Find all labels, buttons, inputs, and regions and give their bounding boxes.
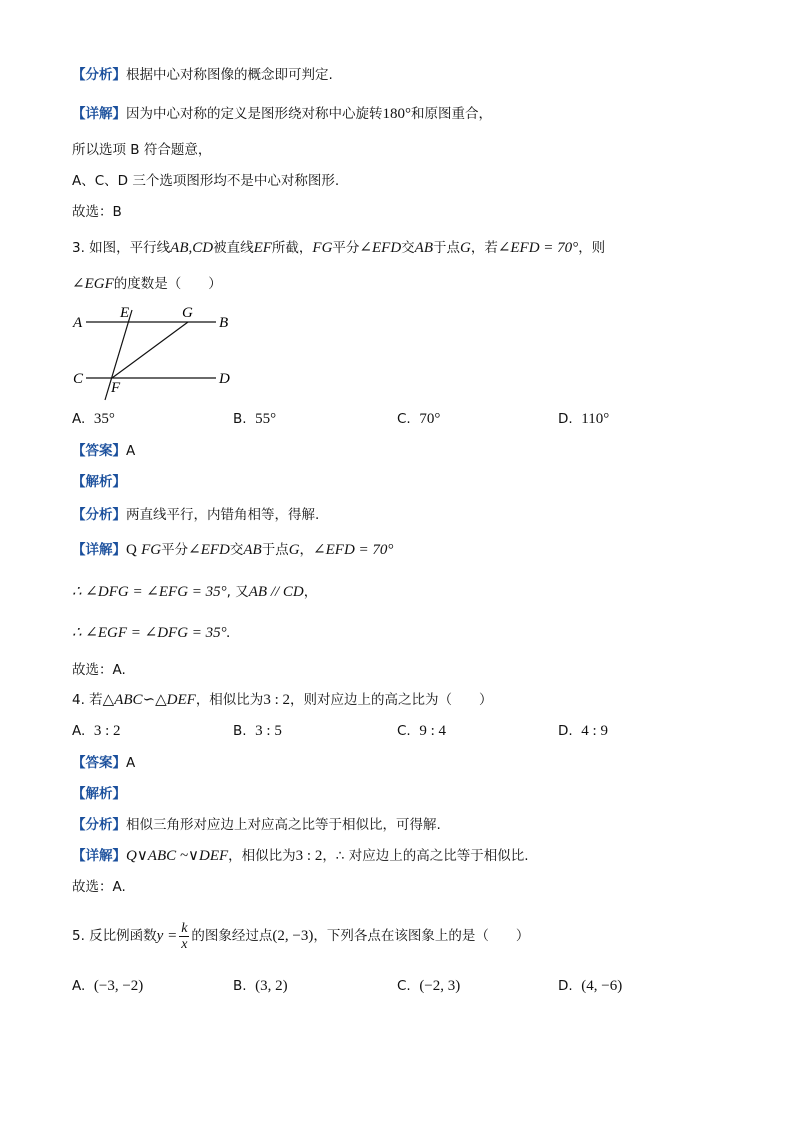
q3-analysis: 【分析】两直线平行，内错角相等，得解. (72, 507, 320, 523)
q5-option-b[interactable]: B. (3, 2) (233, 978, 288, 994)
q3-explain-tag: 【解析】 (72, 474, 126, 490)
q5-stem: 5. 反比例函数y = $\frac{k}{x}$ 的图象经过点(2, −3)，下列各点在该图象上的是（ ） (72, 920, 530, 952)
q4-option-d[interactable]: D. 4 : 9 (558, 723, 608, 739)
q4-answer: 【答案】A (72, 755, 136, 771)
q2-line3: A、C、D 三个选项图形均不是中心对称图形. (72, 173, 340, 189)
q3-detail: 【详解】Q FG平分∠EFD交AB于点G，∠EFD = 70° (72, 542, 394, 558)
label-g: G (182, 305, 193, 321)
analysis-tag: 【分析】 (72, 67, 126, 83)
q5-option-a[interactable]: A. (−3, −2) (72, 978, 144, 994)
q2-line2: 所以选项 B 符合题意， (72, 142, 212, 158)
q4-answer-line: 故选：A. (72, 879, 126, 895)
label-e: E (120, 305, 130, 321)
q3-option-a[interactable]: A. 35° (72, 411, 115, 427)
q3-option-b[interactable]: B. 55° (233, 411, 277, 427)
detail-tag: 【详解】 (72, 106, 126, 122)
fraction-k-over-x: $\frac{k}{x}$ (181, 920, 188, 952)
q4-option-a[interactable]: A. 3 : 2 (72, 723, 121, 739)
q4-explain-tag: 【解析】 (72, 786, 126, 802)
q3-step3: ∴ ∠EGF = ∠DFG = 35°. (72, 625, 231, 641)
q4-option-c[interactable]: C. 9 : 4 (397, 723, 446, 739)
q2-answer-line: 故选：B (72, 204, 122, 220)
label-f: F (111, 380, 121, 396)
q3-step2: ∴ ∠DFG = ∠EFG = 35°, 又AB // CD， (72, 584, 318, 600)
q2-detail: 【详解】因为中心对称的定义是图形绕对称中心旋转180°和原图重合， (72, 106, 492, 122)
q4-option-b[interactable]: B. 3 : 5 (233, 723, 282, 739)
label-d: D (219, 371, 230, 387)
label-c: C (73, 371, 84, 387)
q3-option-d[interactable]: D. 110° (558, 411, 610, 427)
line-fg (112, 322, 188, 378)
q4-analysis: 【分析】相似三角形对应边上对应高之比等于相似比，可得解. (72, 817, 441, 833)
q2-analysis: 【分析】根据中心对称图像的概念即可判定. (72, 67, 333, 83)
q3-answer: 【答案】A (72, 443, 136, 459)
q3-stem-cont: ∠EGF的度数是（ ） (72, 276, 222, 292)
q3-figure (70, 302, 240, 404)
q5-option-d[interactable]: D. (4, −6) (558, 978, 623, 994)
label-b: B (219, 315, 229, 331)
label-a: A (73, 315, 83, 331)
q3-option-c[interactable]: C. 70° (397, 411, 441, 427)
q3-answer-line: 故选：A. (72, 662, 126, 678)
q4-detail: 【详解】Q∨ABC ~∨DEF，相似比为3 : 2，∴ 对应边上的高之比等于相似比. (72, 848, 529, 864)
q4-stem: 4. 若△ABC∽△DEF，相似比为3 : 2，则对应边上的高之比为（ ） (72, 692, 493, 708)
q5-option-c[interactable]: C. (−2, 3) (397, 978, 461, 994)
q3-stem: 3. 如图，平行线AB,CD被直线EF所截，FG平分∠EFD交AB于点G，若∠EFD = 70°，则 (72, 240, 606, 256)
